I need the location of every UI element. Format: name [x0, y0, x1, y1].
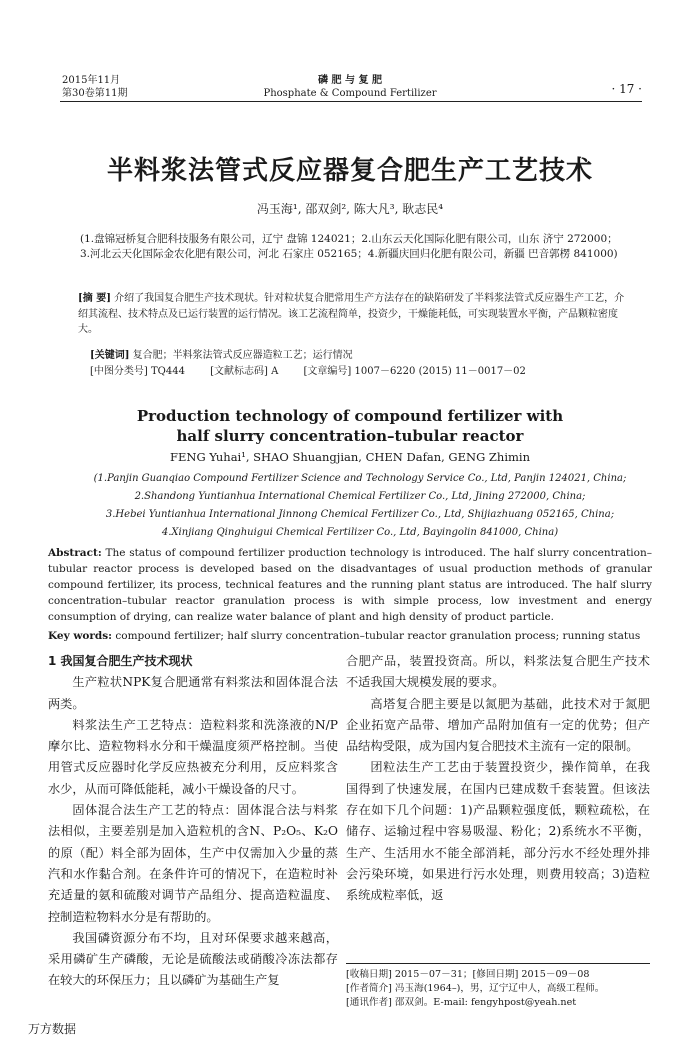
abstract-cn-text: 介绍了我国复合肥生产技术现状。针对粒状复合肥常用生产方法存在的缺陷研发了半料浆法管式反应器生产工艺，介绍其流程、技术特点及已运行装置的运行情况。该工艺流程简单，投资少，干燥能耗低，可实现装置水平衡，产品颗粒密度大。 — [78, 293, 625, 335]
keywords-cn-text: 复合肥；半料浆法管式反应器造粒工艺；运行情况 — [132, 350, 353, 361]
paragraph: 团粒法生产工艺由于装置投资少，操作简单，在我国得到了快速发展，在国内已建成数千套装置。但该法存在如下几个问题：1)产品颗粒强度低，颗粒疏松，在储存、运输过程中容易吸湿、粉化；2)系统水不平衡，生产、生活用水不能全部消耗，部分污水不经处理外排会污染环境，如果进行污水处理，则费用较高；3)造粒系统成粒率低，返 — [346, 760, 650, 903]
abstract-en-label: Abstract: — [48, 547, 102, 559]
keywords-en-label: Key words: — [48, 630, 113, 642]
document-code: [文献标志码] A — [210, 366, 279, 377]
affiliations-en — [60, 470, 660, 542]
paragraph: 生产粒状NPK复合肥通常有料浆法和固体混合法两类。 — [48, 675, 338, 711]
title-en-line: Production technology of compound fertilizer with — [136, 407, 564, 425]
article-number: [文章编号] 1007－6220 (2015) 11－0017－02 — [303, 366, 526, 377]
corresponding-author: [通讯作者] 邵双剑。E-mail: fengyhpost@yeah.net — [346, 997, 577, 1008]
affiliations-cn — [80, 232, 640, 262]
volume-number: 第30卷第11期 — [62, 88, 128, 99]
watermark-text: 万方数据 — [28, 1022, 77, 1036]
authors-cn: 冯玉海¹, 邵双剑², 陈大凡³, 耿志民⁴ — [256, 202, 444, 216]
affiliation-en-line: (1.Panjin Guanqiao Compound Fertilizer Science and Technology Service Co., Ltd, Panjin 124021, China; — [93, 473, 627, 484]
body-column-left — [48, 651, 338, 992]
article-title-cn: 半料浆法管式反应器复合肥生产工艺技术 — [106, 156, 593, 186]
paragraph: 高塔复合肥主要是以氮肥为基础，此技术对于氮肥企业拓宽产品带、增加产品附加值有一定的优势；但产品结构受限，成为国内复合肥技术主流有一定的限制。 — [346, 696, 650, 754]
paragraph: 固体混合法生产工艺的特点：固体混合法与料浆法相似，主要差别是加入造粒机的含N、P₂O₅、K₂O的原（配）料全部为固体，生产中仅需加入少量的蒸汽和水作黏合剂。在条件许可的情况下，在造粒时补充适量的氨和硫酸对调节产品组分、提高造粒温度、控制造粒物料水分是有帮助的。 — [48, 803, 338, 924]
paragraph: 我国磷资源分布不均，且对环保要求越来越高，采用磷矿生产磷酸，无论是硫酸法或硝酸冷冻法都存在较大的环保压力；且以磷矿为基础生产复 — [48, 930, 338, 988]
issue-date: 2015年11月 — [62, 75, 121, 86]
abstract-cn-label: [摘 要] — [78, 293, 111, 304]
keywords-en — [48, 628, 652, 644]
journal-name-cn: 磷 肥 与 复 肥 — [318, 75, 382, 86]
authors-en: FENG Yuhai¹, SHAO Shuangjian, CHEN Dafan, GENG Zhimin — [170, 450, 530, 464]
received-dates: [收稿日期] 2015－07－31；[修回日期] 2015－09－08 — [346, 969, 590, 980]
body-column-right — [346, 651, 650, 907]
section-heading: 1 我国复合肥生产技术现状 — [48, 654, 193, 668]
article-title-en — [0, 406, 700, 446]
classification-codes — [90, 364, 640, 380]
article-footnote — [346, 963, 650, 1010]
author-introduction: [作者简介] 冯玉海(1964–)，男，辽宁辽中人，高级工程师。 — [346, 983, 605, 994]
abstract-en — [48, 545, 652, 625]
abstract-cn — [78, 291, 630, 338]
affiliation-en-line: 2.Shandong Yuntianhua International Chemical Fertilizer Co., Ltd, Jining 272000, China; — [134, 491, 586, 502]
affiliation-line: 3.河北云天化国际金农化肥有限公司，河北 石家庄 052165；4.新疆庆回归化肥有限公司，新疆 巴音郭楞 841000) — [80, 248, 618, 260]
journal-name-en: Phosphate & Compound Fertilizer — [263, 88, 437, 99]
header-divider — [60, 101, 642, 102]
keywords-cn — [90, 348, 630, 364]
keywords-cn-label: [关键词] — [90, 350, 130, 361]
page-number: · 17 · — [611, 82, 642, 96]
title-en-line: half slurry concentration–tubular reactor — [176, 427, 524, 445]
paragraph: 料浆法生产工艺特点：造粒料浆和洗涤液的N/P摩尔比、造粒物料水分和干燥温度须严格控制。当使用管式反应器时化学反应热被充分利用，反应料浆含水少，从而可降低能耗，减小干燥设备的尺寸。 — [48, 717, 338, 796]
abstract-en-text: The status of compound fertilizer production technology is introduced. The half slurry concentration–tubular reactor process is developed based on the disadvantages of usual production methods of granular compound fertilizer, its process, technical features and the running plant status are introduced. The half slurry concentration–tubular reactor granulation process is with simple process, low investment and energy consumption of drying, can realize water balance of plant and high density of product particle. — [48, 547, 652, 623]
keywords-en-text: compound fertilizer; half slurry concentration–tubular reactor granulation process; running status — [115, 630, 641, 642]
affiliation-en-line: 4.Xinjiang Qinghuigui Chemical Fertilizer Co., Ltd, Bayingolin 841000, China) — [161, 527, 559, 538]
running-header-center — [0, 74, 700, 100]
paragraph: 合肥产品，装置投资高。所以，料浆法复合肥生产技术不适我国大规模发展的要求。 — [346, 654, 650, 690]
affiliation-line: (1.盘锦冠桥复合肥科技服务有限公司，辽宁 盘锦 124021；2.山东云天化国际化肥有限公司，山东 济宁 272000； — [80, 233, 618, 245]
clc-number: [中图分类号] TQ444 — [90, 366, 185, 377]
affiliation-en-line: 3.Hebei Yuntianhua International Jinnong Chemical Fertilizer Co., Ltd, Shijiazhuang 052165, China; — [105, 509, 615, 520]
